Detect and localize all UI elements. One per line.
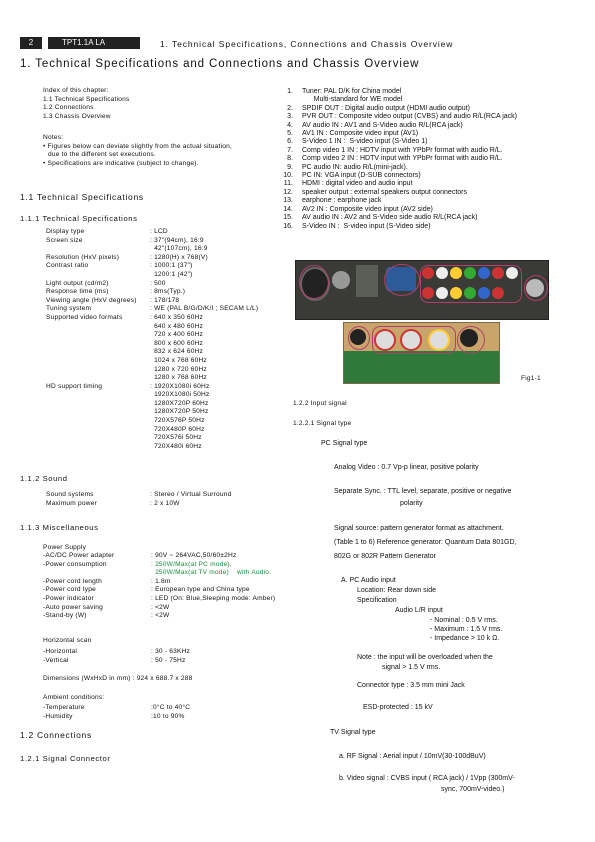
row-label — [46, 434, 150, 443]
row-label — [46, 426, 150, 435]
connector-text: speaker output : external speakers output connectors — [302, 188, 467, 196]
connector-text: earphone : earphone jack — [302, 197, 382, 205]
row-label — [46, 443, 150, 452]
connector-item — [279, 96, 517, 104]
row-label: Viewing angle (HxV degrees) — [46, 296, 137, 304]
row-value: 800 x 600 60Hz — [150, 339, 204, 347]
connector-number: 11. — [283, 180, 293, 188]
specs-row — [46, 400, 258, 409]
misc-row — [43, 569, 275, 578]
row-label: -Auto power saving — [43, 603, 104, 611]
separate-sync-text-cont: polarity — [400, 500, 423, 507]
power-supply-title: Power Supply — [43, 544, 87, 551]
connector-item — [279, 130, 517, 138]
row-value: : 1920X1080i 60Hz — [150, 382, 210, 390]
connector-item — [279, 223, 517, 231]
row-value: 720X576i 50Hz — [150, 434, 202, 442]
row-label: Supported video formats — [46, 313, 123, 321]
scan-table — [43, 648, 190, 665]
row-label — [46, 391, 150, 400]
analog-video-text: Analog Video : 0.7 Vp-p linear, positive polarity — [334, 464, 479, 471]
connector-item — [279, 88, 517, 96]
signal-source-line-2: (Table 1 to 6) Reference generator: Quantum Data 801GD, — [334, 539, 517, 546]
row-value: : WE (PAL B/G/D/K/I ; SECAM L/L) — [150, 305, 259, 313]
row-label: -Power cord length — [43, 577, 102, 585]
connector-number: 1. — [287, 88, 293, 95]
section-1-2-1-heading: 1.2.1 Signal Connector — [20, 754, 111, 763]
row-label: -Power cord type — [43, 586, 97, 594]
spec-table — [46, 228, 258, 451]
row-value: : 90V ~ 264VAC,50/60±2Hz — [151, 552, 237, 559]
row-label — [43, 569, 151, 578]
row-label — [46, 417, 150, 426]
row-label: -Power indicator — [43, 594, 94, 602]
specs-row — [46, 228, 258, 237]
pc-audio-spec: Specification — [357, 597, 397, 604]
row-value: 720X480i 60Hz — [150, 442, 202, 450]
row-label — [46, 271, 150, 280]
connector-text: AV1 IN : Composite video input (AV1) — [302, 130, 419, 138]
row-label: Display type — [46, 228, 85, 235]
back-panel-photo — [295, 260, 549, 320]
connector-text: AV2 IN : Composite video input (AV2 side) — [302, 205, 433, 213]
connector-list — [279, 88, 517, 231]
row-label — [46, 374, 150, 383]
row-value: 1280 x 768 60Hz — [150, 374, 207, 382]
model-label: TPT1.1A LA — [48, 37, 140, 49]
connector-number: 16. — [283, 222, 293, 230]
row-value: : 1000:1 (37") — [150, 262, 193, 270]
specs-row — [46, 357, 258, 366]
connector-item — [279, 155, 517, 163]
connector-item — [279, 147, 517, 155]
row-label — [46, 366, 150, 375]
sound-row — [46, 491, 232, 500]
connector-number: 2. — [287, 104, 293, 112]
connector-text: Comp video 1 IN : HDTV input with YPbPr format with audio R/L. — [302, 146, 503, 154]
row-value: : 250W/Max(at PC mode), — [151, 560, 232, 568]
row-label: -Power consumption — [43, 560, 107, 568]
connector-text: HDMI : digital video and audio input — [302, 180, 413, 188]
connector-type-text: Connector type : 3.5 mm mini Jack — [357, 682, 465, 689]
specs-row — [46, 391, 258, 400]
row-value: : 8ms(Typ.) — [150, 288, 186, 296]
misc-row — [43, 552, 275, 561]
row-value: 1920X1080i 50Hz — [150, 391, 210, 399]
row-value: 720 x 400 60Hz — [150, 331, 204, 339]
connector-item — [279, 197, 517, 205]
row-value: : 2 x 10W — [150, 499, 180, 507]
figure-caption: Fig1-1 — [521, 375, 541, 382]
separate-sync-text: Separate Sync. : TTL level, separate, positive or negative — [334, 488, 512, 495]
row-label: HD support timing — [46, 382, 103, 390]
section-1-2-2-heading: 1.2.2 Input signal — [293, 400, 347, 407]
video-signal-text-cont: sync, 700mV-video.) — [441, 786, 505, 793]
row-value: : 1280(H) x 768(V) — [150, 253, 208, 261]
notes-block — [43, 134, 232, 168]
connector-item — [279, 122, 517, 130]
row-value: : European type and China type — [151, 586, 250, 594]
row-value: : 500 — [150, 279, 166, 287]
specs-row — [46, 340, 258, 349]
connector-text: Comp video 2 IN : HDTV input with YPbPr format with audio R/L. — [302, 155, 503, 163]
connector-text: AV audio IN : AV2 and S-Video side audio R/L(RCA jack) — [302, 214, 478, 222]
row-value: :0°C to 40°C — [151, 704, 191, 711]
connector-item — [279, 138, 517, 146]
row-value: : 50 - 75Hz — [151, 656, 186, 664]
row-label: Sound systems — [46, 491, 94, 498]
row-label — [46, 348, 150, 357]
specs-row — [46, 323, 258, 332]
connector-number: 5. — [287, 130, 293, 138]
signal-source-line-1: Signal source: pattern generator format as attachment. — [334, 525, 504, 532]
row-label: -Vertical — [43, 656, 69, 664]
section-1-1-2-heading: 1.1.2 Sound — [20, 474, 68, 483]
specs-row — [46, 348, 258, 357]
connector-text: PC IN: VGA input (D-SUB connectors) — [302, 172, 421, 180]
page-title: 1. Technical Specifications and Connections and Chassis Overview — [20, 58, 420, 70]
connector-text: SPDIF OUT : Digital audio output (HDMI audio output) — [302, 104, 470, 112]
connector-number: 3. — [287, 113, 293, 121]
connector-text: Multi-standard for WE model — [302, 96, 403, 104]
chapter-header-title: 1. Technical Specifications, Connections and Chassis Overview — [160, 39, 454, 49]
ambient-row — [43, 713, 190, 722]
row-value: 720X480P 60Hz — [150, 425, 205, 433]
specs-row — [46, 374, 258, 383]
signal-source-line-3: 802G or 802R Pattern Generator — [334, 553, 436, 560]
misc-row — [43, 586, 275, 595]
note-item: • Specifications are indicative (subject to change). — [43, 159, 199, 167]
rf-signal-text: a. RF Signal : Aerial input / 10mV(30-100dBuV) — [339, 753, 486, 760]
misc-row — [43, 604, 275, 613]
row-value: : <2W — [151, 603, 170, 611]
row-value: : Stereo / Virtual Surround — [150, 491, 232, 498]
misc-row — [43, 612, 275, 621]
connector-number: 7. — [287, 146, 293, 154]
connector-item — [279, 206, 517, 214]
sound-row — [46, 500, 232, 509]
connector-text: Tuner: PAL D/K for China model — [302, 88, 402, 95]
row-label — [46, 357, 150, 366]
specs-row — [46, 366, 258, 375]
pc-signal-title: PC Signal type — [321, 440, 368, 447]
connector-number: 6. — [287, 138, 293, 146]
connector-number: 14. — [283, 205, 293, 213]
row-label: Tuning system — [46, 305, 92, 313]
connector-text: S-Video 1 IN : S-video input (S-Video 1) — [302, 138, 428, 146]
pc-audio-maximum: - Maximum : 1.5 V rms. — [430, 626, 503, 633]
row-value: : <2W — [151, 612, 170, 620]
pc-audio-lr: Audio L/R input — [395, 607, 443, 614]
row-value: 640 x 480 60Hz — [150, 322, 204, 330]
row-label: -AC/DC Power adapter — [43, 552, 115, 559]
page-number: 2 — [20, 37, 42, 49]
row-label: Light output (cd/m2) — [46, 279, 109, 287]
pc-audio-location: Location: Rear down side — [357, 587, 436, 594]
row-label — [46, 323, 150, 332]
row-label: Screen size — [46, 236, 83, 244]
section-1-1-heading: 1.1 Technical Specifications — [20, 192, 144, 202]
specs-row — [46, 434, 258, 443]
specs-row — [46, 417, 258, 426]
specs-row — [46, 426, 258, 435]
row-label: -Humidity — [43, 712, 73, 720]
pc-audio-title: A. PC Audio input — [341, 577, 396, 584]
row-value: 1024 x 768 60Hz — [150, 356, 207, 364]
misc-row — [43, 578, 275, 587]
row-value: 42"(107cm), 16:9 — [150, 245, 208, 253]
specs-row — [46, 237, 258, 246]
index-title: Index of this chapter: — [43, 87, 109, 94]
row-value: 1280X720P 50Hz — [150, 408, 209, 416]
row-value: 720X576P 50Hz — [150, 417, 205, 425]
specs-row — [46, 254, 258, 263]
specs-row — [46, 408, 258, 417]
row-label: -Horizontal — [43, 648, 78, 655]
specs-row — [46, 331, 258, 340]
row-label: -Temperature — [43, 704, 85, 711]
connector-item — [279, 164, 517, 172]
scan-row — [43, 657, 190, 666]
row-value: : 178/178 — [150, 296, 180, 304]
index-item: 1.2 Connections — [43, 104, 94, 112]
row-label: Maximum power — [46, 499, 97, 507]
row-label — [46, 400, 150, 409]
connector-number: 4. — [287, 121, 293, 129]
index-block — [43, 87, 129, 121]
row-value: : 640 x 350 60Hz — [150, 313, 204, 321]
row-label: Contrast ratio — [46, 262, 89, 270]
row-label: Resolution (HxV pixels) — [46, 253, 120, 261]
row-value: :10 to 90% — [151, 712, 185, 720]
row-label — [46, 331, 150, 340]
connector-text: PC audio IN: audio R/L(mini-jack). — [302, 163, 408, 171]
row-value: 1200:1 (42") — [150, 270, 193, 278]
row-value: 250W/Max(at TV mode) with Audio. — [151, 569, 272, 577]
section-1-1-1-heading: 1.1.1 Technical Specifications — [20, 214, 138, 223]
specs-row — [46, 280, 258, 289]
row-value: : 1.8m — [151, 577, 171, 585]
pc-audio-impedance: - Impedance > 10 k Ω. — [430, 635, 500, 642]
row-value: 832 x 624 60Hz — [150, 348, 204, 356]
row-value: : 37"(94cm), 16:9 — [150, 236, 204, 244]
connector-number: 9. — [287, 163, 293, 171]
row-value: 1280 x 720 60Hz — [150, 365, 207, 373]
dimensions-text: Dimensions (WxHxD in mm) : 924 x 688.7 x 288 — [43, 675, 193, 682]
misc-row — [43, 595, 275, 604]
specs-row — [46, 314, 258, 323]
misc-table — [43, 552, 275, 621]
connector-item — [279, 189, 517, 197]
specs-row — [46, 262, 258, 271]
section-1-1-3-heading: 1.1.3 Miscellaneous — [20, 523, 99, 532]
connector-item — [279, 180, 517, 188]
connector-text: AV audio IN : AV1 and S-Video audio R/L(RCA jack) — [302, 121, 463, 129]
note-item: due to the different set executions. — [48, 151, 156, 159]
specs-row — [46, 297, 258, 306]
specs-row — [46, 271, 258, 280]
tv-signal-title: TV Signal type — [330, 729, 376, 736]
ambient-row — [43, 704, 190, 713]
row-value: : LED (On: Blue,Sleeping mode: Amber) — [151, 594, 276, 602]
connector-number: 15. — [283, 214, 293, 222]
row-value: : 30 - 63KHz — [151, 648, 191, 655]
row-label — [46, 245, 150, 254]
pc-audio-nominal: - Nominal : 0.5 V rms. — [430, 617, 498, 624]
row-value: : LCD — [150, 228, 168, 235]
video-signal-text: b. Video signal : CVBS input ( RCA jack) / 1Vpp (300mV- — [339, 775, 515, 782]
row-value: 1280X720P 60Hz — [150, 399, 209, 407]
misc-row — [43, 561, 275, 570]
specs-row — [46, 383, 258, 392]
connector-item — [279, 105, 517, 113]
section-1-2-2-1-heading: 1.2.2.1 Signal type — [293, 420, 352, 427]
row-label — [46, 340, 150, 349]
specs-row — [46, 305, 258, 314]
hscan-title: Horizontal scan — [43, 637, 92, 644]
specs-row — [46, 443, 258, 452]
overload-note: Note : the input will be overloaded when the — [357, 654, 493, 661]
index-item: 1.1 Technical Specifications — [43, 95, 130, 103]
connector-item — [279, 214, 517, 222]
connector-text: S-Video IN : S-video input (S-Video side) — [302, 222, 431, 230]
section-1-2-heading: 1.2 Connections — [20, 730, 92, 740]
connector-item — [279, 172, 517, 180]
specs-row — [46, 288, 258, 297]
connector-item — [279, 113, 517, 121]
ambient-title: Ambient conditions: — [43, 694, 105, 701]
overload-note-cont: signal > 1.5 V rms. — [382, 664, 441, 671]
row-label: Response time (ms) — [46, 288, 109, 296]
connector-text: PVR OUT : Composite video output (CVBS) and audio R/L(RCA jack) — [302, 113, 518, 121]
sound-table — [46, 491, 232, 508]
row-label — [46, 408, 150, 417]
notes-title: Notes: — [43, 134, 64, 141]
note-item: • Figures below can deviate slightly from the actual situation, — [43, 142, 233, 150]
row-label: -Stand-by (W) — [43, 612, 87, 620]
esd-text: ESD-protected : 15 kV — [363, 704, 433, 711]
connector-number: 13. — [283, 197, 293, 205]
specs-row — [46, 245, 258, 254]
index-item: 1.3 Chassis Overview — [43, 112, 111, 120]
connector-number: 8. — [287, 155, 293, 163]
side-panel-photo — [343, 322, 500, 384]
connector-number: 10. — [283, 172, 293, 180]
connector-number: 12. — [283, 188, 293, 196]
ambient-table — [43, 704, 190, 721]
scan-row — [43, 648, 190, 657]
